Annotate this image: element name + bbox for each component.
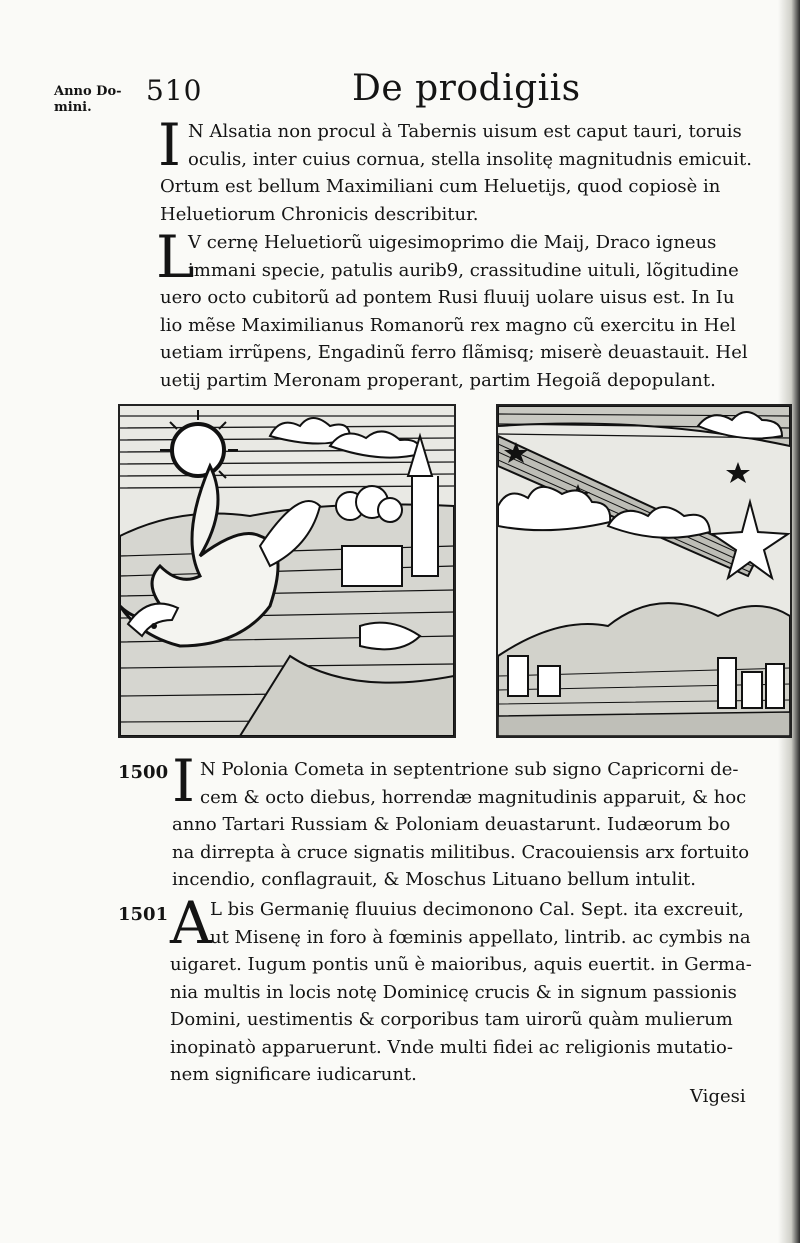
drop-initial: L (156, 223, 195, 291)
running-title: De prodigiis (352, 68, 581, 109)
text-line: uetij partim Meronam properant, partim Hegoiã depopulant. (160, 369, 716, 391)
text-line: anno Tartari Russiam & Poloniam deuastarunt. Iudæorum bo (172, 814, 731, 835)
marginal-year: 1500 (118, 762, 169, 783)
text-line: uero octo cubitorũ ad pontem Rusi fluuij uolare uisus est. In Iu (160, 287, 735, 308)
text-line: nem significare iudicarunt. (170, 1064, 417, 1085)
text-line: uetiam irrũpens, Engadinũ ferro flãmisq; miserè deuastauit. Hel (160, 342, 748, 363)
text-line: nia multis in locis notę Dominicę crucis & in signum passionis (170, 981, 737, 1003)
margin-note (54, 84, 144, 116)
text-line: ut Misenę in foro à fœminis appellato, lintrib. ac cymbis na (210, 926, 751, 948)
text-line: Domini, uestimentis & corporibus tam uirorũ quàm mulierum (170, 1009, 733, 1030)
margin-note-line: Anno Do- (54, 84, 122, 99)
text-line: cem & octo diebus, horrendæ magnitudinis apparuit, & hoc (200, 786, 747, 808)
paragraph-lucerne (160, 229, 760, 394)
text-line: uigaret. Iugum pontis unũ è maioribus, aquis euertit. in Germa- (170, 954, 752, 975)
text-line: V cernę Heluetiorũ uigesimoprimo die Maij, Draco igneus (188, 232, 717, 253)
margin-note-line: mini. (54, 100, 92, 115)
text-line: oculis, inter cuius cornua, stella insolitę magnitudnis emicuit. (188, 148, 752, 170)
text-line: L bis Germanię fluuius decimonono Cal. Sept. ita excreuit, (210, 899, 744, 920)
text-line: na dirrepta à cruce signatis militibus. Cracouiensis arx fortuito (172, 841, 750, 863)
text-line: incendio, conflagrauit, & Moschus Lituano bellum intulit. (172, 869, 696, 890)
drop-initial: I (158, 111, 181, 179)
text-line: Heluetiorum Chronicis describitur. (160, 203, 479, 225)
dragon-illustration (120, 406, 454, 736)
drop-initial: A (170, 889, 212, 957)
text-line: inopinatò apparuerunt. Vnde multi fidei ac religionis mutatio- (170, 1036, 733, 1058)
text-line: lio mẽse Maximilianus Romanorũ rex magno cũ exercitu in Hel (160, 314, 736, 336)
paragraph-polonia (172, 756, 762, 894)
text-line: N Alsatia non procul à Tabernis uisum est caput tauri, toruis (188, 121, 742, 142)
marginal-year: 1501 (118, 904, 169, 925)
woodcut-comet (496, 404, 792, 738)
text-line: Ortum est bellum Maximiliani cum Heluetijs, quod copiosè in (160, 176, 721, 197)
woodcut-dragon (118, 404, 456, 738)
page-number: 510 (146, 74, 203, 107)
catchword: Vigesi (690, 1086, 746, 1107)
text-line: N Polonia Cometa in septentrione sub signo Capricorni de- (200, 759, 739, 780)
paragraph-albis (170, 889, 762, 1089)
paragraph-alsatia (158, 111, 760, 228)
text-line: immani specie, patulis aurib9, crassitudine uituli, lõgitudine (188, 259, 739, 281)
drop-initial: I (172, 747, 195, 815)
comet-illustration (498, 406, 790, 736)
